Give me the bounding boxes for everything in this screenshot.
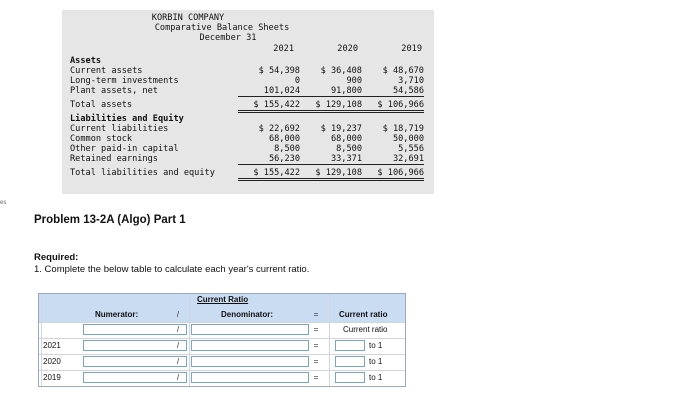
- value-cell: 91,800: [300, 86, 362, 97]
- value-cell: 8,500: [274, 144, 300, 154]
- value-cell: 900: [346, 76, 362, 86]
- divider: [41, 294, 42, 386]
- ratio-input-2021[interactable]: [335, 340, 365, 351]
- divider: [329, 294, 330, 386]
- equals-symbol: =: [313, 357, 319, 366]
- divide-symbol: /: [176, 373, 180, 382]
- total-value-cell: $ 106,966: [362, 168, 424, 181]
- row-label: Plant assets, net: [70, 86, 158, 96]
- divide-symbol: /: [176, 325, 180, 334]
- to-one-suffix: to 1: [369, 341, 383, 350]
- numerator-input-2020[interactable]: [83, 356, 187, 367]
- divide-symbol: /: [176, 341, 180, 350]
- to-one-suffix: to 1: [369, 357, 383, 366]
- year-header-2020: 2020: [337, 44, 358, 54]
- divide-symbol: /: [176, 357, 180, 366]
- equals-symbol: =: [313, 310, 319, 319]
- edge-fragment-text: es: [0, 200, 7, 206]
- denominator-header: Denominator:: [221, 310, 273, 319]
- denominator-input[interactable]: [191, 324, 309, 335]
- divide-symbol: /: [176, 310, 180, 319]
- total-value-cell: $ 155,422: [238, 100, 300, 113]
- row-label: Long-term investments: [70, 76, 179, 86]
- value-cell: $ 19,237: [320, 124, 362, 134]
- year-label-2021: 2021: [43, 341, 61, 350]
- value-cell: 50,000: [392, 134, 424, 144]
- current-ratio-table: [38, 293, 406, 387]
- statement-date: December 31: [199, 33, 257, 43]
- ratio-input-2020[interactable]: [335, 356, 365, 367]
- problem-title: Problem 13-2A (Algo) Part 1: [34, 214, 186, 226]
- table-title: Current Ratio: [197, 295, 249, 304]
- liabilities-heading: Liabilities and Equity: [70, 114, 184, 124]
- statement-title: Comparative Balance Sheets: [154, 23, 290, 33]
- divider: [189, 294, 190, 386]
- value-cell: 68,000: [330, 134, 362, 144]
- year-header-2019: 2019: [401, 44, 422, 54]
- numerator-input-2019[interactable]: [83, 372, 187, 383]
- total-value-cell: $ 129,108: [300, 168, 362, 181]
- company-name: KORBIN COMPANY: [151, 13, 225, 23]
- row-label: Current liabilities: [70, 124, 169, 134]
- to-one-suffix: to 1: [369, 373, 383, 382]
- divider: [39, 338, 405, 339]
- equals-symbol: =: [313, 373, 319, 382]
- row-label: Retained earnings: [70, 154, 158, 164]
- value-cell: 56,230: [238, 154, 300, 165]
- divider: [39, 354, 405, 355]
- result-subheader: Current ratio: [343, 325, 388, 334]
- equals-symbol: =: [313, 325, 319, 334]
- required-instructions: 1. Complete the below table to calculate each year's current ratio.: [34, 264, 310, 275]
- row-label: Other paid-in capital: [70, 144, 179, 154]
- value-cell: 54,586: [362, 86, 424, 97]
- denominator-input-2021[interactable]: [191, 340, 309, 351]
- value-cell: 101,024: [238, 86, 300, 97]
- numerator-input-2021[interactable]: [83, 340, 187, 351]
- assets-heading: Assets: [70, 56, 102, 66]
- denominator-input-2019[interactable]: [191, 372, 309, 383]
- value-cell: 8,500: [336, 144, 362, 154]
- numerator-header: Numerator:: [95, 310, 139, 319]
- year-label-2019: 2019: [43, 373, 61, 382]
- value-cell: $ 36,408: [320, 66, 362, 76]
- total-liabilities-label: Total liabilities and equity: [70, 168, 215, 178]
- value-cell: 32,691: [362, 154, 424, 165]
- denominator-input-2020[interactable]: [191, 356, 309, 367]
- value-cell: $ 18,719: [382, 124, 424, 134]
- total-value-cell: $ 106,966: [362, 100, 424, 113]
- divider: [39, 370, 405, 371]
- total-assets-label: Total assets: [70, 100, 133, 110]
- equals-symbol: =: [313, 341, 319, 350]
- ratio-input-2019[interactable]: [335, 372, 365, 383]
- year-label-2020: 2020: [43, 357, 61, 366]
- total-value-cell: $ 129,108: [300, 100, 362, 113]
- required-label: Required:: [34, 252, 79, 263]
- row-label: Common stock: [70, 134, 133, 144]
- value-cell: 68,000: [268, 134, 300, 144]
- result-header: Current ratio: [339, 310, 388, 319]
- value-cell: $ 48,670: [382, 66, 424, 76]
- value-cell: 33,371: [300, 154, 362, 165]
- year-header-2021: 2021: [273, 44, 294, 54]
- value-cell: 3,710: [398, 76, 424, 86]
- value-cell: 5,556: [398, 144, 424, 154]
- balance-sheet-panel: [62, 10, 434, 194]
- row-label: Current assets: [70, 66, 143, 76]
- value-cell: 0: [294, 76, 300, 86]
- total-value-cell: $ 155,422: [238, 168, 300, 181]
- divider: [39, 322, 405, 323]
- numerator-input[interactable]: [83, 324, 187, 335]
- value-cell: $ 54,398: [258, 66, 300, 76]
- value-cell: $ 22,692: [258, 124, 300, 134]
